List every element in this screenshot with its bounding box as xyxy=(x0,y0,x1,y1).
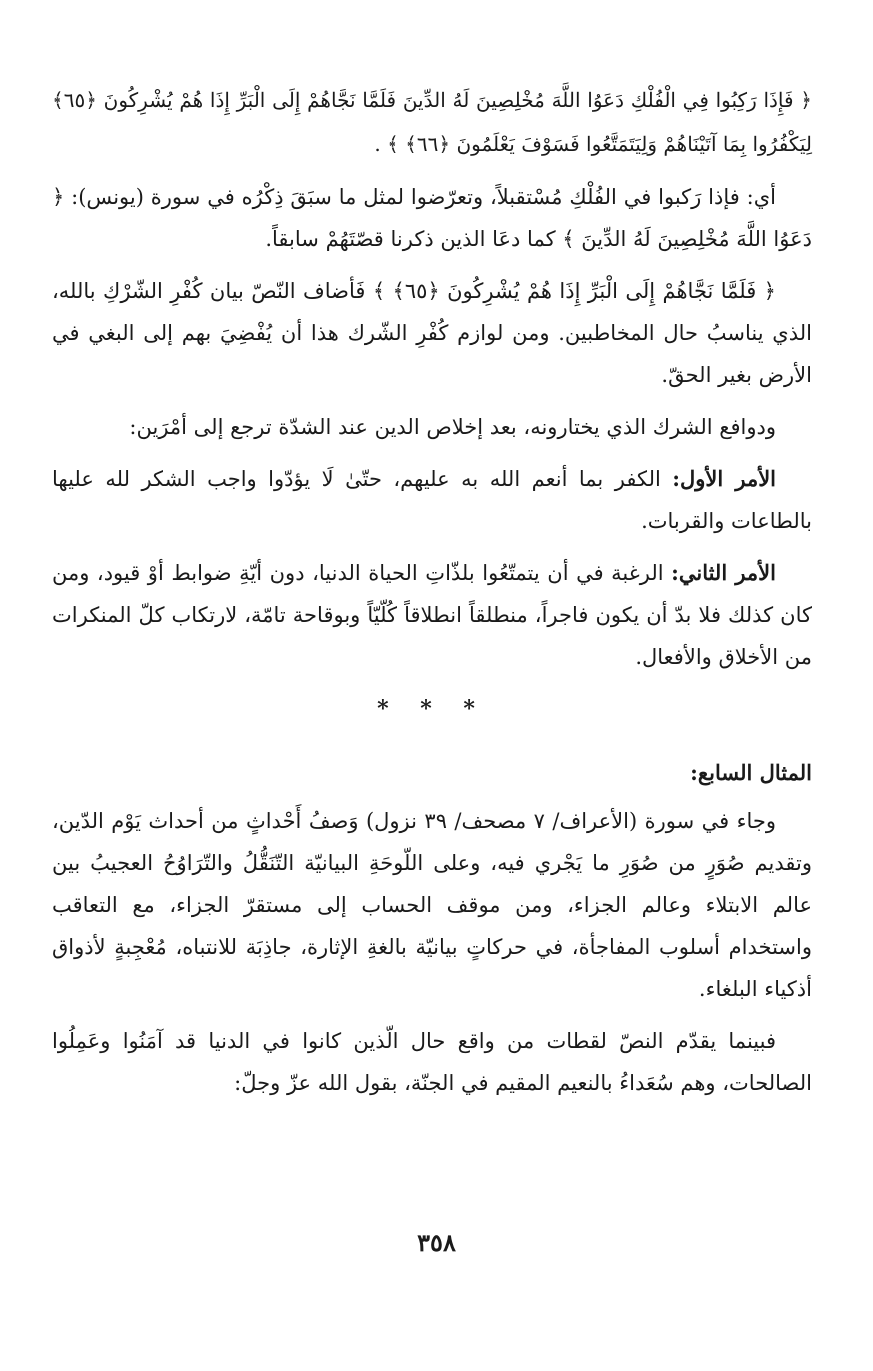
verse-commentary-paragraph xyxy=(52,270,812,396)
page-body xyxy=(52,78,812,1114)
second-matter-label: الأمر الثاني: xyxy=(671,560,776,585)
explanation-paragraph xyxy=(52,176,812,260)
paragraph-text: ﴿ فَلَمَّا نَجَّاهُمْ إِلَى الْبَرِّ إِذَا هُمْ يُشْرِكُونَ ﴿٦٥﴾ ﴾ فَأضاف النّصّ بيان كُفْرِ الشّرْكِ بالله، الذي يناسبُ حال المخاطبين. ومن لوازم كُفْرِ الشّرك هذا أن يُفْضِيَ بهم إلى البغي في الأرض بغير الحقّ. xyxy=(52,279,812,387)
section-separator: * * * xyxy=(377,696,487,722)
second-matter-paragraph xyxy=(52,552,812,678)
first-matter-paragraph xyxy=(52,458,812,542)
paragraph-text: وجاء في سورة (الأعراف/ ٧ مصحف/ ٣٩ نزول) وَصفُ أَحْداثٍ من أحداث يَوْم الدّين، وتقديم صُوَرٍ من صُوَرِ ما يَجْري فيه، وعلى اللّوحَةِ البيانيّة التّنَقُّلُ والتّرَاوُحُ العجيبُ بين عالم الابتلاء وعالم الجزاء، ومن موقف الحساب إلى مستقرّ الجزاء، مع التعاقب واستخدام أسلوب المفاجأة، في حركاتٍ بيانيّة بالغةِ الإثارة، جاذِبَة للانتباه، مُعْجِبةٍ لأذواق أذكياء البلغاء. xyxy=(52,809,812,1001)
paragraph-text: أي: فإذا رَكبوا في الفُلْكِ مُسْتقبلاً، وتعرّضوا لمثل ما سبَقَ ذِكْرُه في سورة (يونس): ﴿ دَعَوُا اللَّهَ مُخْلِصِينَ لَهُ الدِّينَ ﴾ كما دعَا الذين ذكرنا قصّتَهُمْ سابقاً. xyxy=(52,185,812,251)
quran-verse-65-66 xyxy=(52,78,812,166)
closing-paragraph xyxy=(52,1020,812,1104)
page-number: ٣٥٨ xyxy=(417,1228,456,1257)
paragraph-text: ودوافع الشرك الذي يختارونه، بعد إخلاص الدين عند الشدّة ترجع إلى أمْرَين: xyxy=(129,415,776,439)
paragraph-text: فبينما يقدّم النصّ لقطات من واقع حال الّذين كانوا في الدنيا قد آمَنُوا وعَمِلُوا الصالحات، وهم سُعَداءُ بالنعيم المقيم في الجنّة، بقول الله عزّ وجلّ: xyxy=(52,1029,812,1095)
verse-text: ﴿ فَإِذَا رَكِبُوا فِي الْفُلْكِ دَعَوُا اللَّهَ مُخْلِصِينَ لَهُ الدِّينَ فَلَمَّا نَجَّاهُمْ إِلَى الْبَرِّ إِذَا هُمْ يُشْرِكُونَ ﴿٦٥﴾ لِيَكْفُرُوا بِمَا آتَيْنَاهُمْ وَلِيَتَمَتَّعُوا فَسَوْفَ يَعْلَمُونَ ﴿٦٦﴾ ﴾ . xyxy=(52,88,813,156)
motives-paragraph xyxy=(52,406,812,448)
paragraph-text: الرغبة في أن يتمتّعُوا بلذّاتِ الحياة الدنيا، دون أيّةِ ضوابط أوْ قيود، ومن كان كذلك فلا بدّ أن يكون فاجراً، منطلقاً انطلاقاً كُلّيّاً وبوقاحة تامّة، لارتكاب كلّ المنكرات من الأخلاق والأفعال. xyxy=(52,561,812,669)
paragraph-text: الكفر بما أنعم الله به عليهم، حتّىٰ لَا يؤدّوا واجب الشكر لله عليها بالطاعات والقربات. xyxy=(52,467,812,533)
seventh-example-paragraph xyxy=(52,800,812,1010)
section-heading: المثال السابع: xyxy=(690,760,812,785)
first-matter-label: الأمر الأول: xyxy=(672,466,777,491)
